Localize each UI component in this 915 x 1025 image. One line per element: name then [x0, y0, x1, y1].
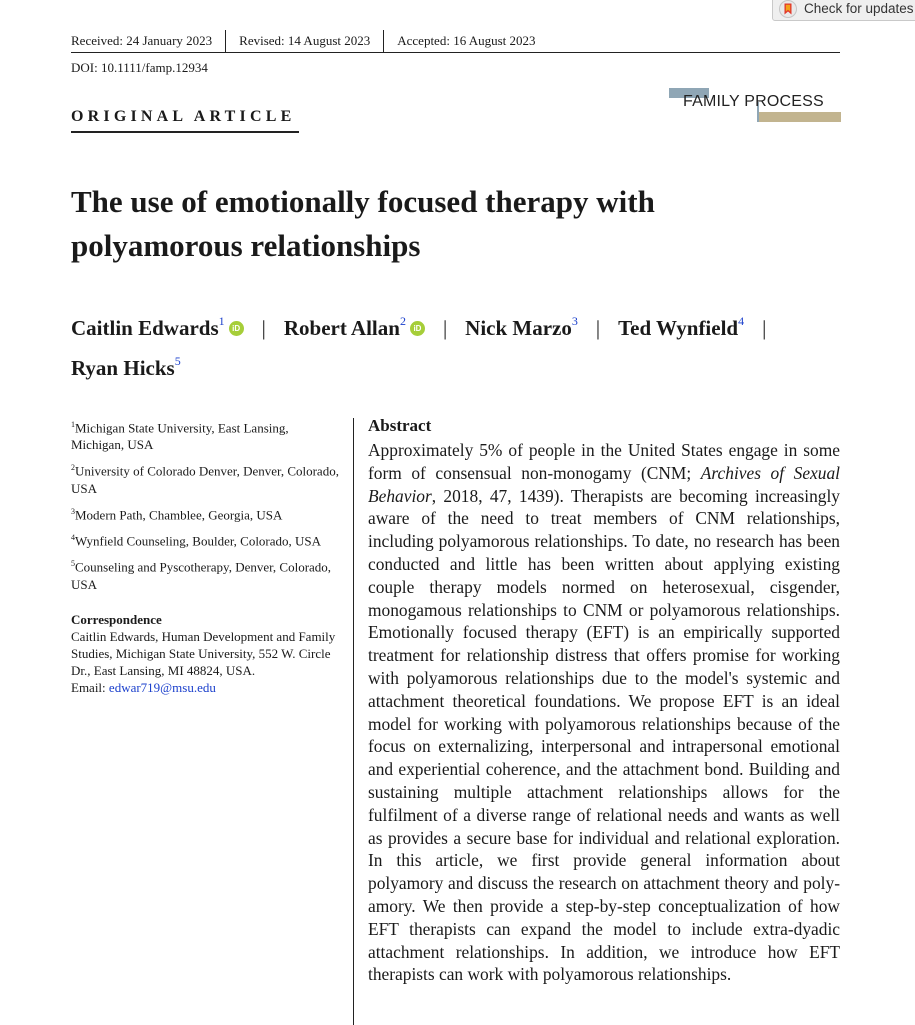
abstract-text-part: , 2018, 47, 1439). Therapists are becoming increasingly aware of the need to treat members of CNM relationships, including polyamorous relationships. To date, no research has been conducted and little has been written about applying existing couple therapy models normed on heterosexual, cisgender, monogamous relationships to CNM or polyamorous relationships. Emotionally focused therapy (EFT) is an empirically supported treatment for relationship distress that offers promise for working with polyamorous relationships due to the model's systemic and attachment theoretical foundations. We propose EFT is an ideal model for working with polyamorous relationships because of the focus on externalizing, interpersonal and intrapersonal emotional and experiential coherence, and the attachment bond. Building and sustaining multiple attachment relationships allows for the fulfilment of a diverse range of relational needs and wants as well as provides a secure base for individual and relational exploration. In this article, we first provide general information about polyamory and discuss the research on attachment theory and polyamory. We then provide a step-by-step conceptualization of how EFT therapists can expand the model to include extra-dyadic attachment relationships. In addition, we introduce how EFT therapists can work with polyamorous relationships. [368, 485, 840, 985]
affiliation-text: University of Colorado Denver, Denver, Colorado, USA [71, 463, 339, 496]
orcid-icon[interactable]: iD [410, 321, 425, 336]
bookmark-badge-icon [779, 0, 797, 18]
affiliation-number: 4 [71, 532, 75, 542]
affiliation-item [71, 529, 343, 549]
header-rule [71, 52, 840, 53]
author-robert-allan[interactable] [284, 316, 425, 340]
affiliation-number: 5 [71, 559, 75, 569]
author-separator: | [762, 316, 767, 340]
correspondence-address: Caitlin Edwards, Human Development and Family Studies, Michigan State University, 552 W. Circle Dr., East Lansing, MI 48824, USA. [71, 629, 336, 678]
date-divider [383, 30, 384, 52]
author-list [71, 306, 846, 386]
doi[interactable]: DOI: 10.1111/famp.12934 [71, 60, 208, 75]
author-name: Ryan Hicks [71, 356, 175, 380]
affiliation-sup: 3 [571, 314, 578, 328]
author-separator: | [595, 316, 601, 340]
author-separator: | [442, 316, 448, 340]
journal-reference: Archives of Sexual Behavior [368, 462, 840, 506]
author-caitlin-edwards[interactable] [71, 316, 244, 340]
article-dates [71, 30, 536, 52]
check-for-updates-button[interactable] [772, 0, 915, 21]
email-link[interactable]: edwar719@msu.edu [108, 680, 216, 695]
article-title: The use of emotionally focused therapy with polyamorous relationships [71, 184, 655, 263]
affiliation-item [71, 555, 343, 592]
affiliation-item [71, 503, 343, 523]
author-ted-wynfield[interactable] [618, 316, 744, 340]
article-type-underline [71, 131, 299, 133]
author-name: Ted Wynfield [618, 316, 739, 340]
affiliations [71, 416, 343, 599]
affiliation-sup: 1 [218, 314, 225, 328]
correspondence-email-line [71, 679, 346, 696]
author-separator: | [261, 316, 266, 340]
affiliation-sup: 2 [399, 314, 406, 328]
revised-date: Revised: 14 August 2023 [239, 33, 371, 48]
article-type: ORIGINAL ARTICLE [71, 108, 296, 125]
affiliation-number: 3 [71, 506, 75, 516]
author-name: Robert Allan [283, 316, 400, 340]
affiliation-sup: 4 [738, 314, 745, 328]
date-divider [225, 30, 226, 52]
author-name: Caitlin Edwards [71, 316, 219, 340]
affiliation-number: 1 [71, 420, 75, 429]
author-name: Nick Marzo [465, 316, 572, 340]
affiliation-text: Modern Path, Chamblee, Georgia, USA [75, 506, 283, 522]
affiliation-sup: 5 [174, 354, 181, 368]
journal-logo [669, 88, 841, 122]
column-divider [353, 418, 354, 1025]
affiliation-text: Wynfield Counseling, Boulder, Colorado, USA [75, 533, 322, 549]
journal-name: FAMILY PROCESS [683, 93, 824, 110]
accepted-date: Accepted: 16 August 2023 [397, 33, 536, 48]
orcid-icon[interactable]: iD [229, 321, 244, 336]
correspondence [71, 611, 346, 696]
received-date: Received: 24 January 2023 [71, 33, 213, 48]
correspondence-heading: Correspondence [71, 612, 162, 627]
affiliation-text: Counseling and Pyscotherapy, Denver, Colorado, USA [71, 559, 332, 592]
author-nick-marzo[interactable] [465, 316, 578, 340]
affiliation-item [71, 416, 343, 453]
abstract-heading: Abstract [368, 416, 432, 435]
affiliation-text: Michigan State University, East Lansing, Michigan, USA [71, 420, 289, 453]
abstract-body [368, 439, 840, 986]
email-label: Email: [71, 680, 106, 695]
author-ryan-hicks[interactable] [71, 356, 181, 380]
check-for-updates-label: Check for updates [804, 1, 914, 16]
abstract-text-part: Approximately 5% of people in the United States engage in some form of consensual non-monogamy (CNM; [368, 440, 840, 483]
affiliation-item [71, 459, 343, 496]
logo-bar-tan [759, 112, 841, 122]
affiliation-number: 2 [71, 463, 75, 473]
